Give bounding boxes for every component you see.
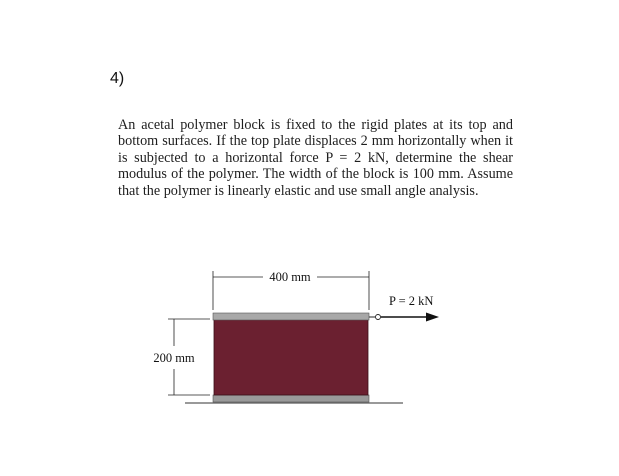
bottom-plate: [213, 395, 369, 402]
height-label: 200 mm: [153, 351, 195, 365]
force-arrow-head: [426, 313, 439, 322]
polymer-block: [214, 319, 368, 395]
force-label: P = 2 kN: [389, 294, 434, 308]
top-plate: [213, 313, 369, 320]
pin: [376, 315, 381, 320]
problem-text: An acetal polymer block is fixed to the rigid plates at its top and bottom surfaces. If the top plate displaces 2 mm horizontally when it is subjected to a horizontal force P = 2 kN, determine the shear modulus of the polymer. The width of the block is 100 mm. Assume that the polymer is linearly elastic and use small angle analysis.: [118, 117, 513, 199]
question-number: 4): [110, 70, 125, 87]
width-label: 400 mm: [269, 270, 311, 284]
